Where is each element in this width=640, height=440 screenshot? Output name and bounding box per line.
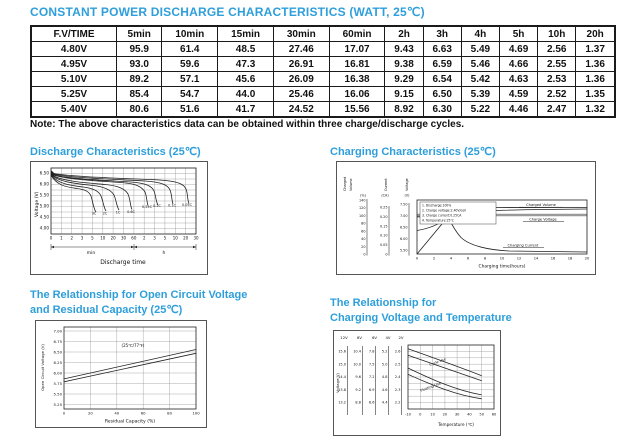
unit-h-label: h (162, 251, 166, 256)
grid-lines (64, 327, 196, 409)
table-cell: 95.9 (117, 42, 162, 57)
table-row (31, 57, 615, 72)
table-cell: 4.59 (499, 87, 537, 102)
tick-label: 7.00 (53, 328, 62, 334)
table-cell: 80.6 (117, 102, 162, 118)
power-discharge-table (30, 25, 616, 118)
table-cell: 9.38 (385, 57, 423, 72)
discharge-chart (31, 162, 207, 274)
table-cell: 2.56 (538, 42, 576, 57)
tick-label: 3. Charge current:0.25CA (422, 213, 462, 218)
tick-label: 6.6 (368, 400, 375, 405)
x-axis-label: Residual Capacity (%) (104, 419, 156, 425)
column-header: 5h (499, 26, 537, 42)
tick-label: 9.2 (355, 387, 361, 392)
tick-label: 5.50 (399, 248, 408, 253)
tick-label: 10 (100, 235, 106, 241)
tick-label: 18 (567, 256, 573, 261)
tick-label: 30 (454, 412, 460, 417)
tick-label: 2.3 (394, 387, 401, 392)
axis-title-voltage: Voltage (405, 178, 409, 191)
table-cell: 5.49 (461, 42, 499, 57)
tick-label: 0.05 (379, 243, 388, 248)
table-cell: 59.6 (162, 57, 218, 72)
tick-label: 5.50 (39, 192, 49, 198)
tick-label: 6.50 (399, 225, 408, 230)
axis-titles (343, 177, 410, 198)
grid-lines (408, 345, 494, 409)
tick-label: 7.2 (368, 375, 375, 380)
scale-2v-ticks (395, 350, 401, 405)
tick-label: 16 (550, 256, 556, 261)
page-title: CONSTANT POWER DISCHARGE CHARACTERISTICS (WATT, 25℃) (30, 5, 425, 19)
tick-label: 5 (91, 235, 94, 241)
ocv-title-line2: and Residual Capacity (25℃) (30, 304, 183, 316)
tick-label: 2.2 (394, 400, 401, 405)
table-cell: 4.69 (499, 42, 537, 57)
table-cell: 5.42 (461, 72, 499, 87)
table-cell: 89.2 (117, 72, 162, 87)
tick-label: 5.50 (53, 391, 62, 397)
temp-title-line1: The Relationship for (330, 297, 437, 309)
table-cell: 1.35 (576, 87, 615, 102)
plot-frame (64, 327, 196, 409)
axis-title-charged: Charged (343, 176, 347, 191)
tick-label: 5.0 (381, 362, 388, 367)
tick-label: 13.2 (338, 400, 346, 405)
tick-label: 15.0 (338, 362, 346, 367)
tick-label: 6V (371, 335, 378, 340)
row-header-cell: 4.95V (31, 57, 117, 72)
tick-label: 0.1C (168, 203, 176, 208)
tick-label: 0 (62, 410, 66, 416)
y-axis-label: Open Circuit Voltage (V) (40, 344, 45, 391)
tick-label: 6.75 (53, 338, 62, 344)
current-axis-ticks (380, 206, 388, 257)
discharge-chart-title: Discharge Characteristics (25℃) (30, 146, 201, 158)
tick-label: 0 (363, 252, 366, 257)
tick-label: 2 (432, 256, 436, 261)
y-axis-ticks (54, 328, 63, 407)
unit-min-label: min (86, 251, 96, 256)
ocv-curves (64, 350, 196, 382)
column-header: 30min (273, 26, 329, 42)
tick-label: 2V (398, 335, 404, 340)
table-cell: 16.06 (329, 87, 385, 102)
tick-label: 80 (167, 410, 173, 416)
tick-label: 1C (115, 210, 121, 215)
scale-headers (340, 335, 404, 340)
voltage-axis-ticks (400, 203, 408, 253)
x-axis-ticks (63, 411, 200, 416)
tick-label: 9.6 (355, 375, 361, 380)
ocv-title-line1: The Relationship for Open Circuit Voltage (30, 289, 248, 301)
x-axis-ticks (405, 413, 497, 417)
tick-label: 40 (114, 410, 120, 416)
tick-label: 6.25 (53, 359, 62, 365)
column-header: 10h (538, 26, 576, 42)
table-cell: 85.4 (117, 87, 162, 102)
tick-label: 0.20 (379, 214, 388, 219)
table-cell: 5.39 (461, 87, 499, 102)
tick-label: 5.00 (39, 203, 49, 209)
tick-label: 20 (361, 244, 366, 249)
row-header-cell: 5.10V (31, 72, 117, 87)
tick-label: 8V (356, 335, 363, 340)
table-cell: 61.4 (162, 42, 218, 57)
tick-label: 60 (131, 235, 137, 241)
tick-label: 12V (340, 335, 348, 340)
constant-power-table (30, 25, 616, 118)
table-cell: 16.38 (329, 72, 385, 87)
table-note: Note: The above characteristics data can be obtained within three charge/discharge cycles. (30, 119, 465, 130)
tick-label: 1. Discharge:100% (422, 203, 452, 208)
table-cell: 4.63 (499, 72, 537, 87)
tick-label: 5.25 (53, 401, 62, 407)
discharge-chart-box (30, 161, 208, 275)
temp-chart-title (330, 296, 512, 326)
table-cell: 25.46 (273, 87, 329, 102)
tick-label: 4. Temperature:25℃ (422, 218, 454, 223)
tick-label: 6.00 (53, 370, 62, 376)
column-header: 4h (461, 26, 499, 42)
table-cell: 6.54 (423, 72, 461, 87)
tick-label: 4.00 (39, 225, 49, 231)
tick-label: 0.10 (379, 233, 388, 238)
y-axis-label: Voltage (V) (35, 191, 40, 217)
table-cell: 6.50 (423, 87, 461, 102)
table-cell: 26.91 (273, 57, 329, 72)
tick-label: 20 (183, 235, 189, 241)
tick-label: 13.8 (338, 387, 346, 392)
table-cell: 6.30 (423, 102, 461, 118)
charge-voltage-label: Charge Voltage (529, 217, 557, 222)
table-cell: 26.09 (273, 72, 329, 87)
table-cell: 15.56 (329, 102, 385, 118)
tick-label: 10.0 (353, 362, 361, 367)
charging-chart-box (336, 161, 596, 275)
tick-label: 6.9 (368, 387, 375, 392)
tick-label: 60 (491, 412, 497, 417)
row-header-cell: 5.40V (31, 102, 117, 118)
tick-label: 4.6 (381, 387, 388, 392)
table-row (31, 102, 615, 118)
tick-label: 2C (102, 211, 108, 216)
tick-label: 0 (419, 412, 422, 417)
table-cell: 41.7 (218, 102, 274, 118)
table-cell: 47.3 (218, 57, 274, 72)
table-cell: 45.6 (218, 72, 274, 87)
tick-label: 0 (415, 256, 419, 261)
tick-label: 4V (385, 335, 391, 340)
tick-label: 2 (70, 235, 73, 241)
tick-label: 2. Charge voltage:2.40V/cell (422, 208, 466, 213)
tick-label: 20 (442, 412, 448, 417)
tick-label: 12 (516, 256, 522, 261)
tick-label: 15.6 (338, 349, 346, 354)
tick-label: 6.00 (39, 181, 49, 187)
tick-label: 3 (153, 235, 156, 241)
table-cell: 2.53 (538, 72, 576, 87)
time-unit-brackets (51, 244, 196, 256)
tick-label: 4.8 (381, 375, 388, 380)
column-header: 5min (117, 26, 162, 42)
temperature-annotation: (25℃/77℉) (121, 343, 145, 348)
column-header: 2h (385, 26, 423, 42)
column-header: F.V/TIME (31, 26, 117, 42)
y-axis-label: Voltage(V) (335, 373, 340, 393)
y-axis-ticks (40, 171, 50, 231)
ocv-lower-line (64, 353, 196, 382)
tick-label: 2.4 (394, 375, 401, 380)
table-cell: 16.81 (329, 57, 385, 72)
tick-label: 8.8 (355, 400, 361, 405)
table-cell: 1.32 (576, 102, 615, 118)
table-cell: 9.43 (385, 42, 423, 57)
table-cell: 24.52 (273, 102, 329, 118)
column-header: 3h (423, 26, 461, 42)
tick-label: 0.25 (379, 205, 388, 210)
table-cell: 1.36 (576, 57, 615, 72)
tick-label: 0.05C (182, 203, 192, 207)
scale-8v-ticks (353, 350, 362, 405)
tick-label: 6.50 (53, 349, 62, 355)
ocv-chart-title (30, 288, 247, 318)
curve-rate-labels (92, 203, 193, 216)
table-cell: 4.46 (499, 102, 537, 118)
volume-axis-ticks (359, 199, 365, 257)
column-header: 60min (329, 26, 385, 42)
tick-label: 4.50 (39, 214, 49, 220)
tick-label: 2 (142, 235, 146, 241)
tick-label: 8 (483, 256, 487, 261)
scale-6v-ticks (369, 350, 375, 405)
table-cell: 1.36 (576, 72, 615, 87)
tick-label: 14 (533, 256, 539, 261)
axis-title-current: Current (384, 178, 388, 191)
table-cell: 54.7 (162, 87, 218, 102)
tick-label: -10 (405, 412, 411, 417)
tick-label: 10.4 (353, 349, 361, 354)
temp-chart-box (333, 330, 501, 436)
table-cell: 57.1 (162, 72, 218, 87)
column-header: 20h (576, 26, 615, 42)
table-cell: 5.46 (461, 57, 499, 72)
tick-label: 7.8 (368, 349, 375, 354)
table-cell: 6.59 (423, 57, 461, 72)
tick-label: 100 (359, 213, 366, 218)
tick-label: 1 (60, 235, 63, 241)
charged-volume-label: Charged Volume (526, 203, 556, 207)
tick-label: 6.50 (39, 170, 49, 176)
tick-label: 5.2 (381, 349, 388, 354)
tick-label: 120 (359, 206, 366, 211)
tick-label: 50 (479, 412, 485, 417)
table-cell: 9.15 (385, 87, 423, 102)
table-row (31, 42, 615, 57)
table-cell: 9.29 (385, 72, 423, 87)
tick-label: 14.4 (338, 375, 346, 380)
tick-label: 5 (163, 235, 167, 241)
tick-label: 40 (361, 237, 366, 242)
table-cell: 17.07 (329, 42, 385, 57)
tick-label: 0.6C (127, 210, 135, 214)
temp-chart (334, 331, 500, 435)
tick-label: 20 (87, 410, 93, 416)
tick-label: 100 (192, 410, 200, 416)
tick-label: 60 (361, 229, 366, 234)
cycle-use-label: Cycle Use (428, 357, 447, 367)
tick-label: 4 (449, 256, 453, 261)
tick-label: 20 (110, 235, 116, 241)
curve-2c (51, 175, 106, 211)
tick-label: 3C (91, 211, 97, 216)
tick-label: 7.50 (399, 202, 408, 207)
charging-current-label: Charging Current (507, 243, 539, 248)
table-cell: 51.6 (162, 102, 218, 118)
ocv-upper-line (64, 350, 196, 379)
table-cell: 2.47 (538, 102, 576, 118)
tick-label: 0 (49, 235, 53, 241)
tick-label: 20 (584, 256, 590, 261)
tick-label: 30 (120, 235, 127, 241)
table-cell: 93.0 (117, 57, 162, 72)
x-axis-ticks (416, 257, 590, 261)
unit-percent: (%) (360, 193, 366, 198)
row-header-cell: 4.80V (31, 42, 117, 57)
table-cell: 2.55 (538, 57, 576, 72)
temp-title-line2: Charging Voltage and Temperature (330, 312, 512, 324)
table-row (31, 87, 615, 102)
floating-use-label: Floating Use (419, 381, 442, 393)
table-cell: 5.22 (461, 102, 499, 118)
tick-label: 7.00 (399, 214, 408, 218)
table-cell: 27.46 (273, 42, 329, 57)
table-cell: 6.63 (423, 42, 461, 57)
tick-label: 4.4 (381, 400, 388, 405)
scale-4v-ticks (382, 350, 388, 405)
charging-chart (337, 162, 595, 274)
unit-ca: (CA) (381, 193, 389, 198)
table-cell: 8.92 (385, 102, 423, 118)
x-axis-label: Charging time(hours) (478, 264, 526, 270)
tick-label: 10 (430, 412, 435, 417)
table-row (31, 72, 615, 87)
axis-title-volume: Volume (349, 178, 353, 191)
tick-label: 0.2C (153, 204, 161, 208)
tick-label: 2.6 (394, 349, 401, 354)
tick-label: 0.15 (379, 224, 388, 229)
tick-label: 3 (80, 235, 84, 241)
tick-label: 80 (361, 221, 366, 226)
unit-v: (V) (404, 193, 410, 198)
x-axis-label: Discharge time (100, 259, 146, 266)
column-header: 10min (162, 26, 218, 42)
tick-label: 30 (193, 235, 199, 241)
charging-chart-title: Charging Characteristics (25℃) (330, 146, 496, 158)
ocv-chart-box (35, 320, 207, 428)
tick-label: 2.5 (394, 362, 401, 367)
table-cell: 4.66 (499, 57, 537, 72)
tick-label: 140 (359, 198, 366, 203)
x-axis-label: Temperature (℃) (438, 422, 474, 427)
table-cell: 48.5 (218, 42, 274, 57)
tick-label: 10 (499, 256, 505, 261)
tick-label: 40 (467, 412, 472, 417)
table-cell: 2.52 (538, 87, 576, 102)
column-header: 15min (218, 26, 274, 42)
table-cell: 44.0 (218, 87, 274, 102)
tick-label: 6 (466, 256, 470, 261)
tick-label: 60 (140, 410, 146, 416)
tick-label: 0 (385, 252, 388, 257)
tick-label: 5.75 (53, 380, 62, 386)
tick-label: 0.25C (142, 205, 152, 209)
row-header-cell: 5.25V (31, 87, 117, 102)
tick-label: 10 (172, 235, 178, 241)
x-axis-ticks (50, 236, 199, 241)
tick-label: 7.5 (368, 362, 375, 367)
tick-label: 6.00 (399, 237, 408, 241)
table-cell: 1.37 (576, 42, 615, 57)
ocv-chart (36, 321, 206, 427)
